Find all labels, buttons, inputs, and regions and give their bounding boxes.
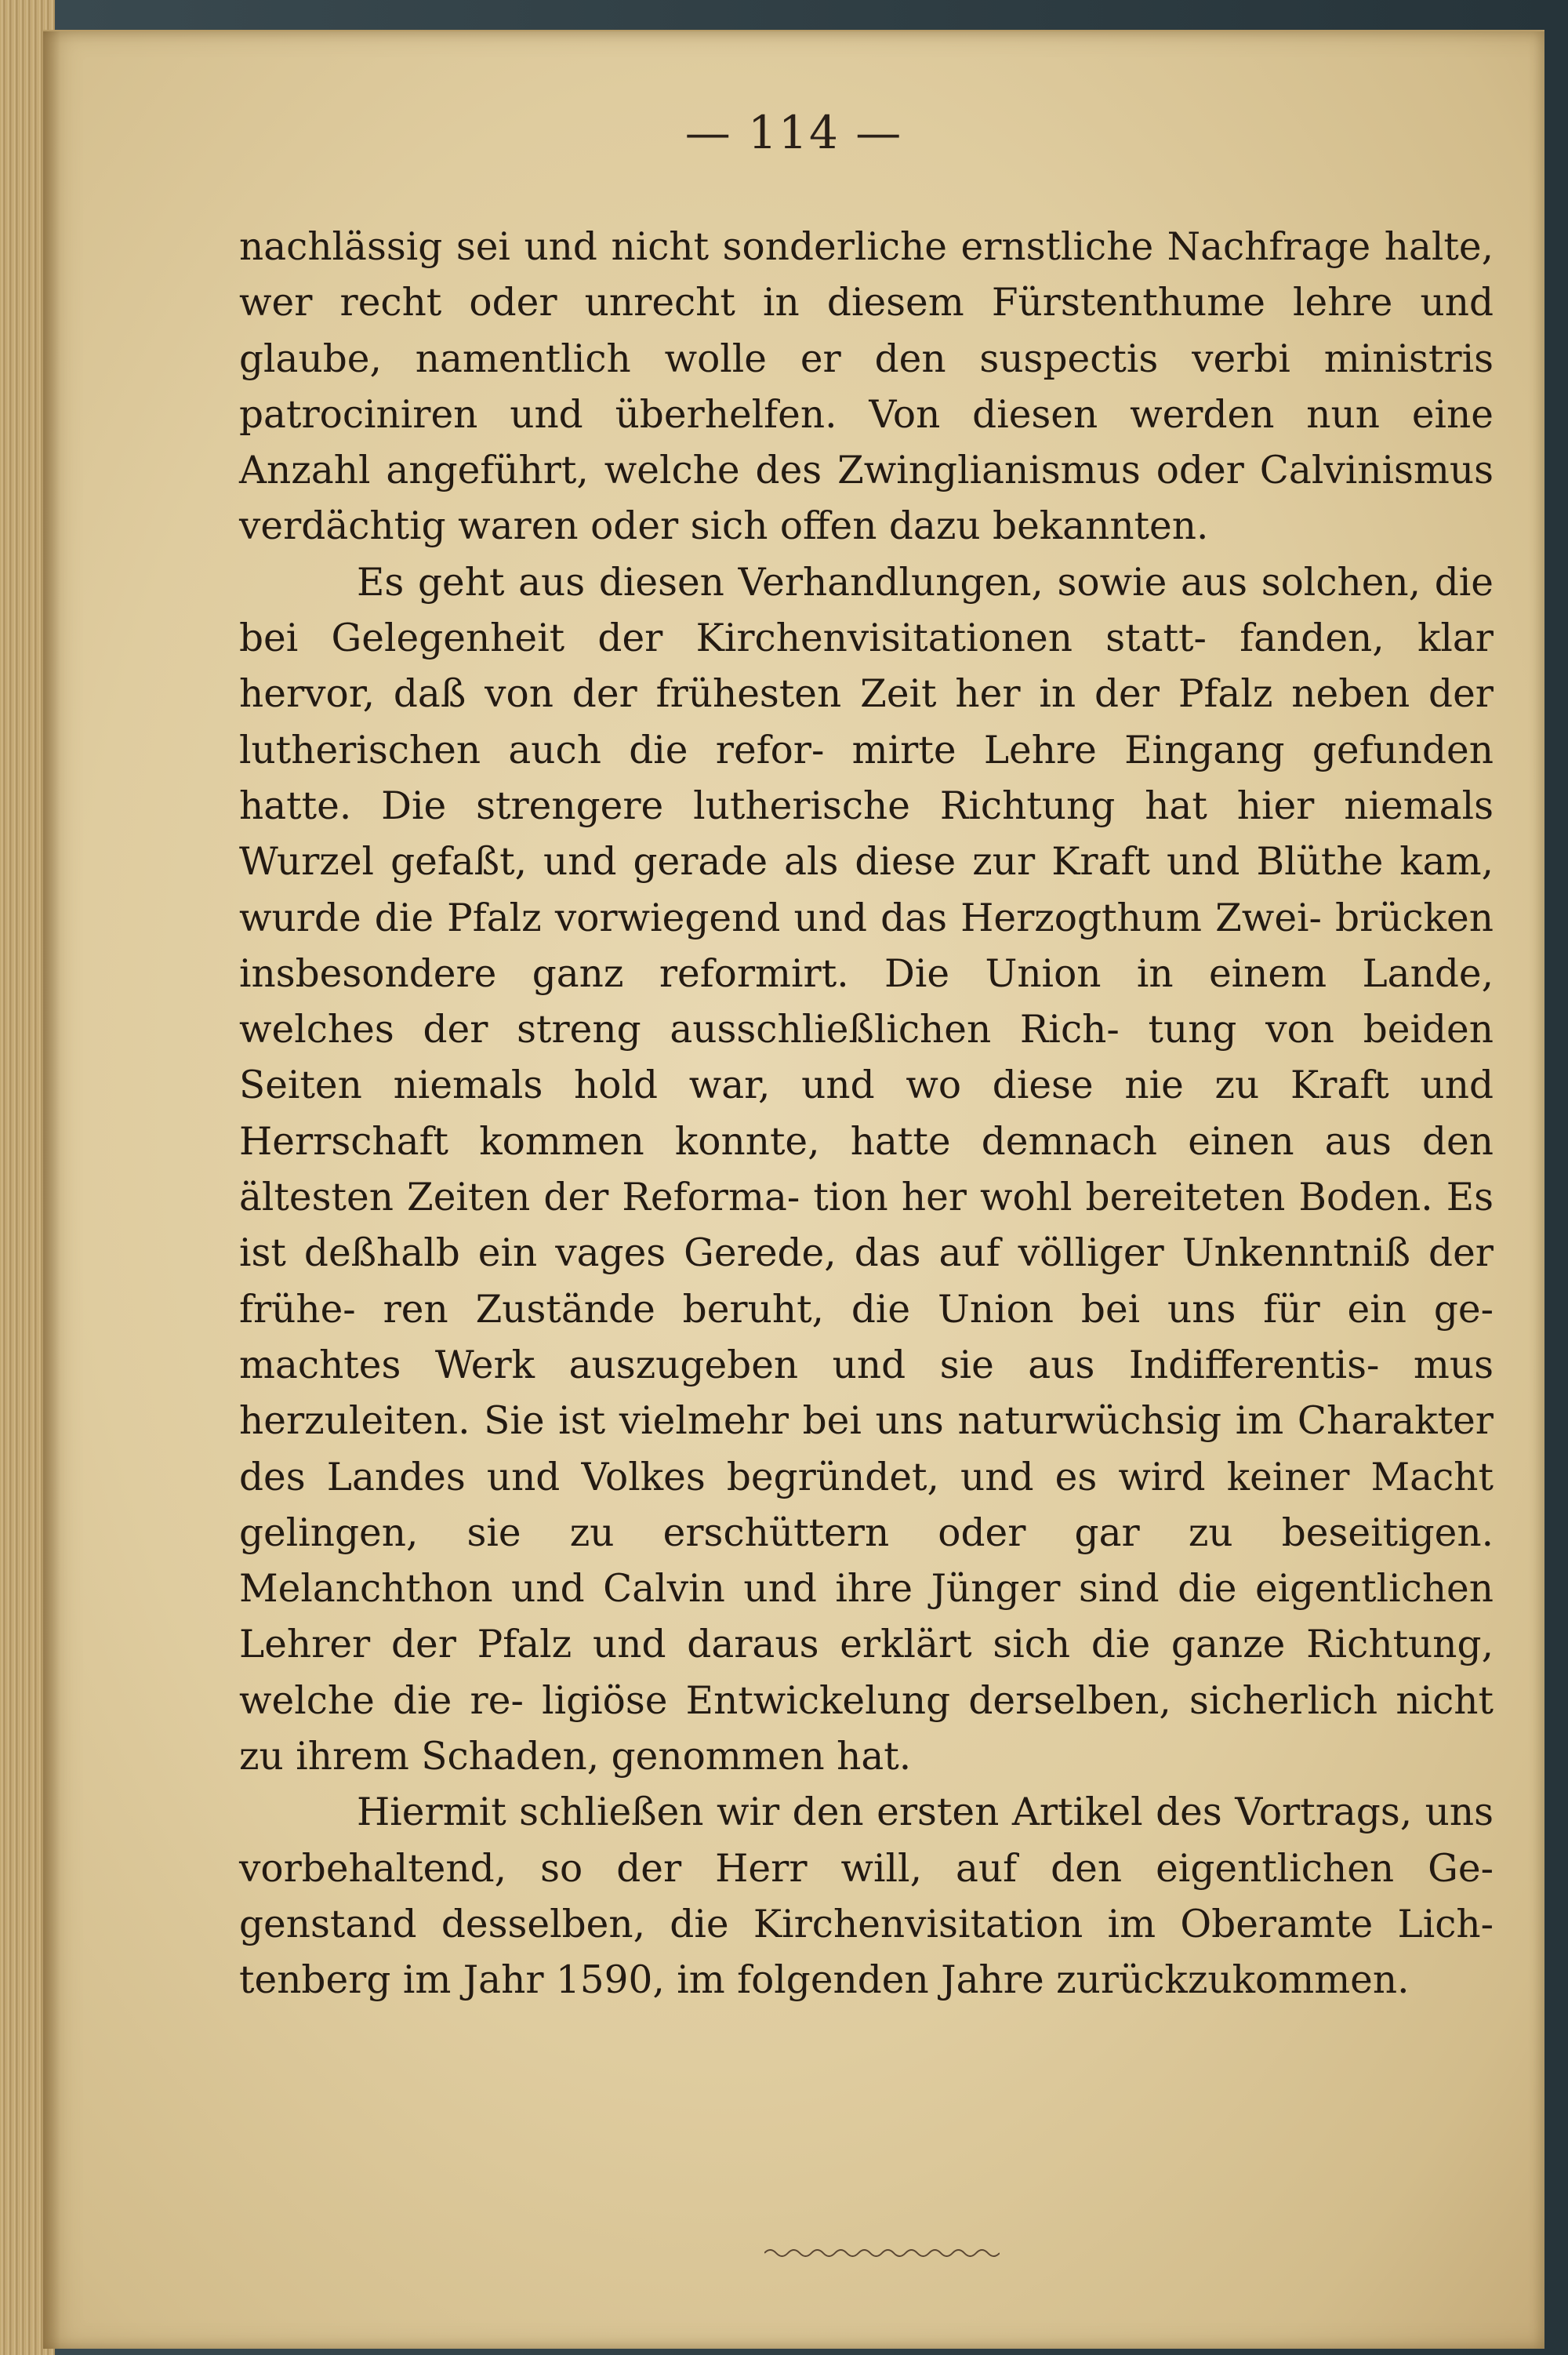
page-number: — 114 — [684, 106, 903, 159]
book-page [43, 30, 1544, 2349]
paragraph-3: Hiermit schließen wir den ersten Artikel des Vortrags, uns vorbehaltend, so der Herr will, auf den eigentlichen Ge- genstand desselben, die Kirchenvisitation im Oberamte Lich- tenberg im Jahr 1590, im folgenden Jahre zurückzukommen. [239, 1790, 1494, 2003]
end-ornament [764, 2245, 1000, 2261]
gutter-shadow [43, 31, 60, 2349]
paragraph-2: Es geht aus diesen Verhandlungen, sowie aus solchen, die bei Gelegenheit der Kirchenvisitationen statt- fanden, klar hervor, daß von der frühesten Zeit her in der Pfalz neben der lutherischen auch die refor- mirte Lehre Eingang gefunden hatte. Die strengere lutherische Richtung hat hier niemals Wurzel gefaßt, und gerade als diese zur Kraft und Blüthe kam, wurde die Pfalz vorwiegend und das Herzogthum Zwei- brücken insbesondere ganz reformirt. Die Union in einem Lande, welches der streng ausschließlichen Rich- tung von beiden Seiten niemals hold war, und wo diese nie zu Kraft und Herrschaft kommen konnte, hatte demnach einen aus den ältesten Zeiten der Reforma- tion her wohl bereiteten Boden. Es ist deßhalb ein vages Gerede, das auf völliger Unkenntniß der frühe- ren Zustände beruht, die Union bei uns für ein ge- machtes Werk auszugeben und sie aus Indifferentis- mus herzuleiten. Sie ist vielmehr bei uns naturwüchsig im Charakter des Landes und Volkes begründet, und es wird keiner Macht gelingen, sie zu erschüttern oder gar zu beseitigen. Melanchthon und Calvin und ihre Jünger sind die eigentlichen Lehrer der Pfalz und daraus erklärt sich die ganze Richtung, welche die re- ligiöse Entwickelung derselben, sicherlich nicht zu ihrem Schaden, genommen hat. [239, 560, 1494, 1779]
paragraph-1: nachlässig sei und nicht sonderliche ernstliche Nachfrage halte, wer recht oder unrecht in diesem Fürstenthume lehre und glaube, namentlich wolle er den suspectis verbi ministris patrociniren und überhelfen. Von diesen werden nun eine Anzahl angeführt, welche des Zwinglianismus oder Calvinismus verdächtig waren oder sich offen dazu bekannten. [239, 225, 1494, 549]
page-text [239, 220, 1494, 2009]
